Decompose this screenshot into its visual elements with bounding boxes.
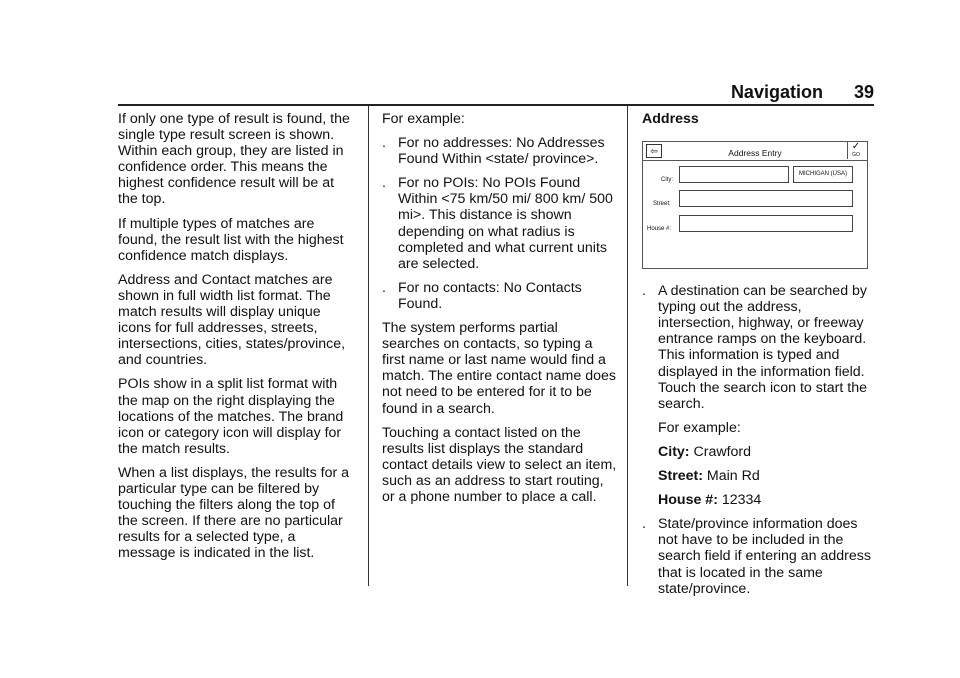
city-label: City:: [661, 177, 673, 184]
paragraph: If only one type of result is found, the single type result screen is shown. Within each group, they are listed in confidence order. This means the highest confidence result will be at the top.: [118, 111, 350, 208]
column-divider-2: [627, 106, 628, 586]
page-header: [731, 82, 874, 103]
example-house: [642, 492, 874, 508]
address-entry-screenshot: [642, 141, 868, 269]
list-item: [642, 516, 874, 596]
bullet-glyph: .: [642, 516, 646, 533]
header-rule: [118, 104, 874, 106]
paragraph: When a list displays, the results for a particular type can be filtered by touching the filters along the top of the screen. If there are no particular results for a selected type, a message is indicated in the list.: [118, 464, 350, 562]
column-1: [118, 111, 356, 569]
bullet-glyph: .: [382, 175, 386, 192]
bullet-glyph: .: [642, 283, 646, 300]
go-check-icon: [847, 142, 864, 159]
column-divider-1: [368, 106, 369, 586]
paragraph: If multiple types of matches are found, the result list with the highest confidence match displays.: [118, 215, 344, 264]
column-2: [382, 111, 618, 513]
example-value: 12334: [721, 492, 762, 509]
bullet-glyph: .: [382, 279, 386, 296]
go-label: GO: [852, 152, 860, 159]
paragraph: Touching a contact listed on the results list displays the standard contact details view to select an item, such as an address to start routing, or a phone number to place a call.: [382, 424, 617, 505]
example-label: House #:: [658, 492, 718, 509]
back-arrow-icon: ⇦: [646, 144, 662, 158]
bullet-glyph: .: [382, 135, 386, 152]
address-heading: Address: [642, 111, 699, 127]
list-item-text: For no POIs: No POIs Found Within <75 km/50 mi/ 800 km/ 500 mi>. This distance is shown depending on what radius is completed and what current units are selected.: [398, 175, 613, 272]
list-item: [382, 135, 618, 167]
paragraph: Address and Contact matches are shown in full width list format. The match results will display unique icons for full addresses, streets, intersections, cities, states/province, and countries.: [118, 271, 346, 369]
house-field: [679, 215, 853, 232]
checkmark-icon: ✓: [851, 141, 861, 153]
list-item: [382, 280, 618, 312]
street-label: Street:: [653, 201, 671, 208]
example-value: Main Rd: [706, 468, 760, 485]
example-label: Street:: [658, 468, 703, 485]
example-city: [642, 444, 874, 460]
figure-title: Address Entry: [728, 148, 782, 159]
figure-title-bar: [643, 142, 867, 161]
list-item-text: A destination can be searched by typing out the address, intersection, highway, or freeway entrance ramps on the keyboard. This information is typed and displayed in the information field. Touch the search icon to start the search.: [658, 283, 868, 412]
example-label: City:: [658, 443, 690, 460]
page-number: 39: [853, 82, 874, 102]
house-label: House #:: [647, 226, 672, 233]
example-intro: For example:: [658, 419, 741, 436]
list-item-text: State/province information does not have to be included in the search field if entering an address that is located in the same state/province.: [658, 516, 871, 597]
list-item: [642, 283, 874, 412]
paragraph: For example:: [382, 111, 465, 127]
list-item: [382, 175, 618, 272]
city-field: [679, 166, 789, 183]
section-title: Navigation: [730, 82, 823, 102]
example-value: Crawford: [693, 443, 752, 460]
list-item-text: For no contacts: No Contacts Found.: [398, 279, 582, 312]
street-field: [679, 190, 853, 207]
example-street: [642, 468, 874, 484]
list-item-text: For no addresses: No Addresses Found Within <state/ province>.: [398, 135, 605, 168]
paragraph: POIs show in a split list format with the map on the right displaying the locations of the matches. The brand icon or category icon will display for the match results.: [118, 376, 344, 457]
paragraph: The system performs partial searches on contacts, so typing a first name or last name would find a match. The entire contact name does not need to be entered for it to be found in a search.: [382, 320, 616, 417]
column-3: [642, 111, 874, 605]
state-button: MICHIGAN (USA): [793, 166, 853, 183]
